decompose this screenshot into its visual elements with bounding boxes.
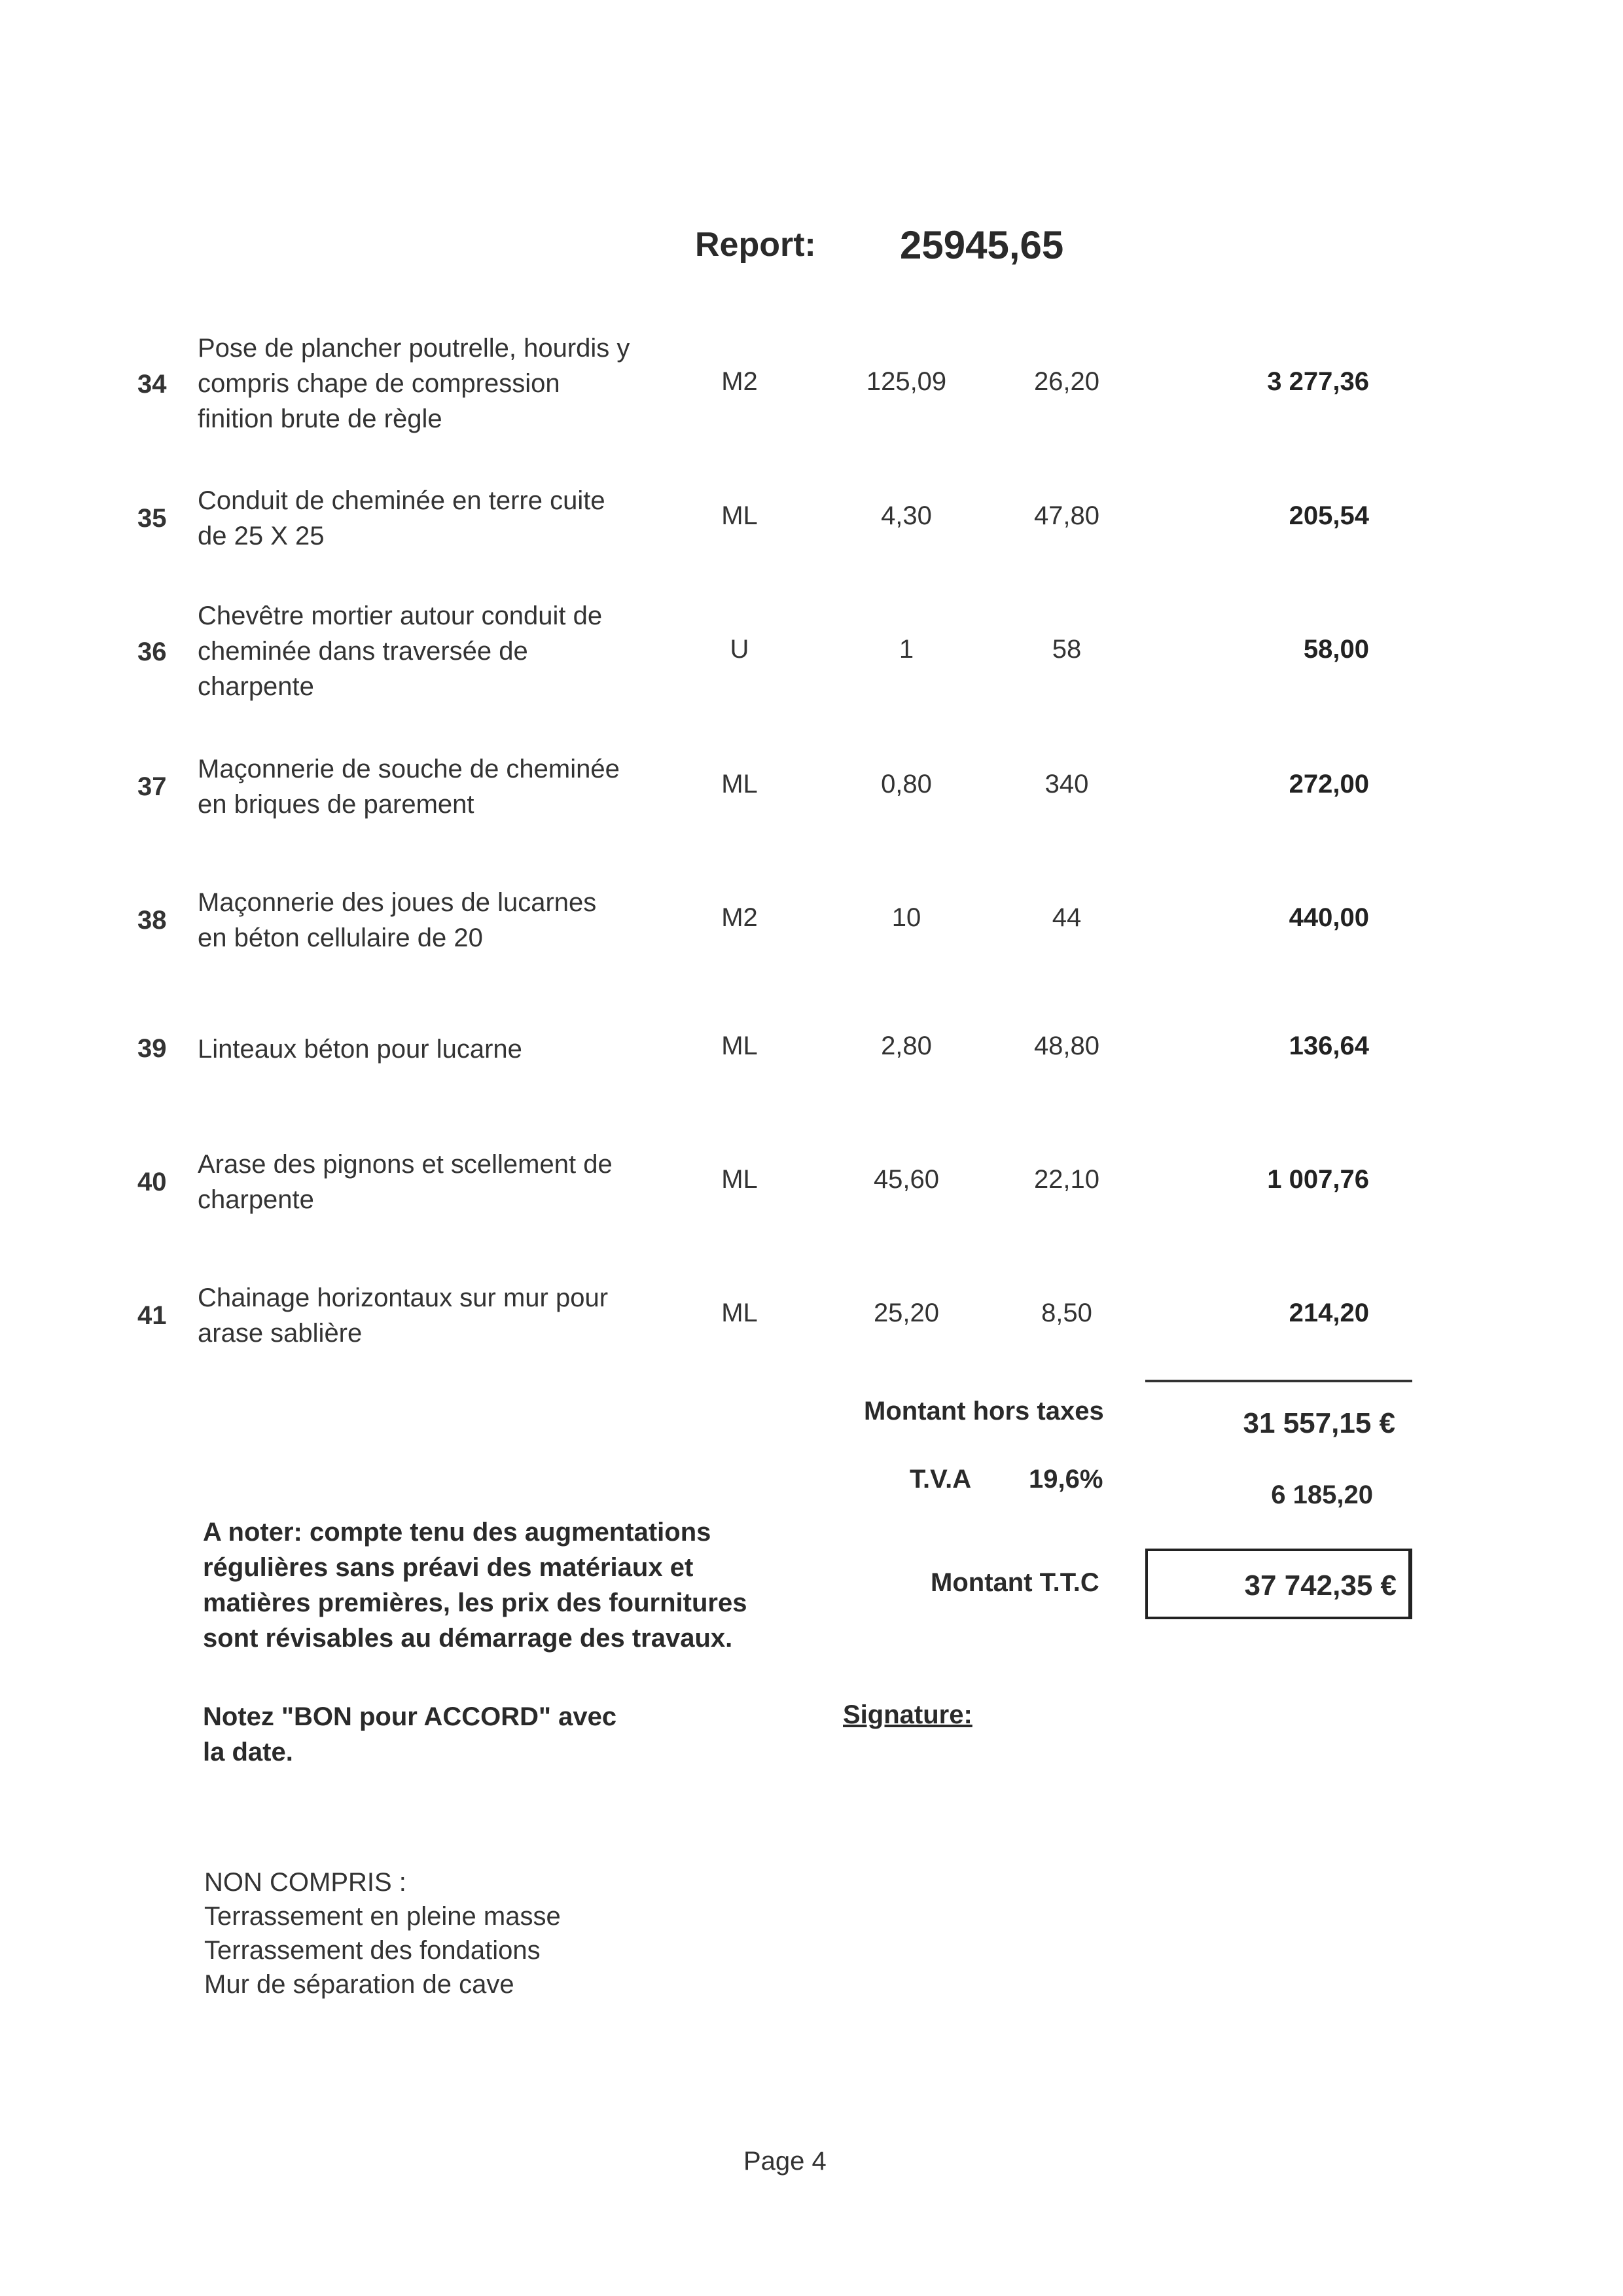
item-unit-price: 22,10 [1033,1165,1100,1194]
item-unit-price: 8,50 [1041,1299,1092,1327]
description-line: cheminée dans traversée de [198,637,528,666]
item-quantity: 10 [891,903,921,932]
item-unit: ML [721,770,758,798]
description-line: Chevêtre mortier autour conduit de [198,601,603,630]
description-line: Chainage horizontaux sur mur pour [198,1283,609,1312]
item-total: 1 007,76 [1267,1165,1369,1194]
ttc-label: Montant T.T.C [931,1568,1099,1597]
item-unit: M2 [721,903,758,932]
item-unit: ML [721,1031,758,1060]
item-description [198,751,695,822]
tva-rate: 19,6% [1029,1465,1103,1494]
subtotal-rule [1145,1380,1412,1382]
non-compris-list [204,1865,561,2001]
tva-value: 6 185,20 [1271,1480,1373,1509]
description-line: en briques de parement [198,790,474,819]
item-description [198,331,695,437]
item-description [198,1280,695,1351]
description-line: Maçonnerie des joues de lucarnes [198,888,597,917]
item-unit-price: 47,80 [1033,501,1100,530]
ht-label: Montant hors taxes [864,1397,1104,1426]
item-quantity: 125,09 [866,367,947,396]
item-quantity: 4,30 [881,501,932,530]
description-line: Maçonnerie de souche de cheminée [198,755,620,783]
description-line: arase sablière [198,1319,363,1348]
item-description [198,1031,695,1067]
item-total: 3 277,36 [1267,367,1369,396]
item-total: 205,54 [1289,501,1369,530]
item-number: 39 [137,1034,167,1063]
description-line: charpente [198,1185,314,1214]
item-unit: U [730,635,749,664]
description-line: Linteaux béton pour lucarne [198,1035,522,1064]
non-compris-item: Terrassement en pleine masse [204,1902,561,1931]
item-description [198,1147,695,1217]
non-compris-item: Terrassement des fondations [204,1936,541,1965]
item-total: 136,64 [1289,1031,1369,1060]
item-number: 37 [137,772,167,801]
report-label: Report: [695,226,816,264]
report-value: 25945,65 [900,223,1064,267]
tva-label: T.V.A [910,1465,972,1494]
description-line: charpente [198,672,314,701]
page-number: Page 4 [743,2147,827,2176]
item-unit: ML [721,501,758,530]
item-unit-price: 58 [1052,635,1082,664]
item-quantity: 1 [899,635,914,664]
item-unit: M2 [721,367,758,396]
description-line: en béton cellulaire de 20 [198,924,483,952]
item-number: 41 [137,1301,167,1330]
note-line: A noter: compte tenu des augmentations [203,1518,711,1547]
item-number: 36 [137,637,167,666]
note-line: sont révisables au démarrage des travaux. [203,1624,733,1653]
item-number: 34 [137,370,167,399]
description-line: de 25 X 25 [198,522,325,550]
description-line: Arase des pignons et scellement de [198,1150,613,1179]
ht-value: 31 557,15 € [1243,1407,1395,1439]
item-number: 35 [137,504,167,533]
price-note [203,1515,747,1656]
item-unit-price: 48,80 [1033,1031,1100,1060]
item-unit-price: 26,20 [1033,367,1100,396]
description-line: Conduit de cheminée en terre cuite [198,486,605,515]
description-line: compris chape de compression [198,369,560,398]
non-compris-title: NON COMPRIS : [204,1868,406,1897]
description-line: Pose de plancher poutrelle, hourdis y [198,334,630,363]
item-total: 440,00 [1289,903,1369,932]
description-line: finition brute de règle [198,404,442,433]
item-total: 58,00 [1303,635,1369,664]
note-line: matières premières, les prix des fournitures [203,1588,747,1617]
accord-line: Notez "BON pour ACCORD" avec [203,1702,617,1731]
item-description [198,483,695,554]
item-quantity: 45,60 [873,1165,940,1194]
ttc-value: 37 742,35 € [1244,1570,1397,1602]
item-number: 38 [137,906,167,935]
item-description [198,885,695,956]
item-description [198,598,695,704]
item-total: 272,00 [1289,770,1369,798]
item-number: 40 [137,1168,167,1196]
accord-line: la date. [203,1738,293,1767]
non-compris-item: Mur de séparation de cave [204,1970,514,1999]
note-line: régulières sans préavi des matériaux et [203,1553,694,1582]
item-unit-price: 340 [1044,770,1089,798]
item-total: 214,20 [1289,1299,1369,1327]
item-quantity: 0,80 [881,770,932,798]
item-unit: ML [721,1165,758,1194]
item-quantity: 25,20 [873,1299,940,1327]
item-quantity: 2,80 [881,1031,932,1060]
item-unit-price: 44 [1052,903,1082,932]
accord-instruction [203,1699,616,1770]
item-unit: ML [721,1299,758,1327]
ttc-box [1145,1549,1412,1619]
signature-label: Signature: [843,1700,972,1729]
